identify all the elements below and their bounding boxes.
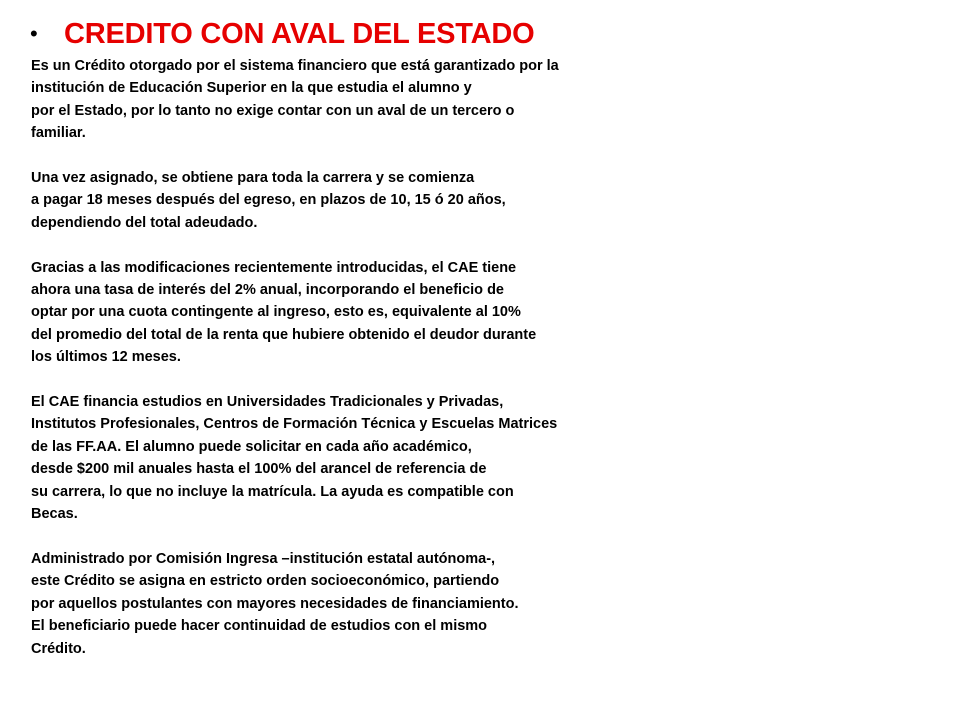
paragraph-repayment bbox=[31, 167, 931, 234]
text-line: familiar. bbox=[31, 125, 86, 142]
slide-body bbox=[31, 55, 931, 682]
text-line: de las FF.AA. El alumno puede solicitar en cada año académico, bbox=[31, 438, 472, 455]
text-line: optar por una cuota contingente al ingreso, esto es, equivalente al 10% bbox=[31, 304, 521, 321]
text-line: este Crédito se asigna en estricto orden socioeconómico, partiendo bbox=[31, 573, 500, 590]
text-line: Gracias a las modificaciones recientemente introducidas, el CAE tiene bbox=[31, 259, 517, 276]
title-row bbox=[30, 14, 534, 54]
text-line: a pagar 18 meses después del egreso, en plazos de 10, 15 ó 20 años, bbox=[31, 192, 506, 209]
text-line: Institutos Profesionales, Centros de Formación Técnica y Escuelas Matrices bbox=[31, 416, 558, 433]
text-line: Administrado por Comisión Ingresa –institución estatal autónoma-, bbox=[31, 550, 496, 567]
paragraph-coverage bbox=[31, 391, 931, 525]
text-line: Crédito. bbox=[31, 640, 86, 657]
text-line: su carrera, lo que no incluye la matrícula. La ayuda es compatible con bbox=[31, 483, 514, 500]
text-line: El CAE financia estudios en Universidades Tradicionales y Privadas, bbox=[31, 394, 504, 411]
bullet-icon bbox=[30, 23, 64, 45]
text-line: institución de Educación Superior en la que estudia el alumno y bbox=[31, 80, 472, 97]
paragraph-administration bbox=[31, 548, 931, 660]
text-line: del promedio del total de la renta que hubiere obtenido el deudor durante bbox=[31, 326, 537, 343]
text-line: ahora una tasa de interés del 2% anual, incorporando el beneficio de bbox=[31, 282, 504, 299]
text-line: por el Estado, por lo tanto no exige contar con un aval de un tercero o bbox=[31, 102, 515, 119]
text-line: desde $200 mil anuales hasta el 100% del arancel de referencia de bbox=[31, 461, 487, 478]
text-line: Becas. bbox=[31, 506, 78, 523]
paragraph-interest-rate bbox=[31, 257, 931, 369]
text-line: Es un Crédito otorgado por el sistema financiero que está garantizado por la bbox=[31, 58, 559, 74]
text-line: los últimos 12 meses. bbox=[31, 349, 181, 366]
text-line: Una vez asignado, se obtiene para toda la carrera y se comienza bbox=[31, 170, 475, 187]
slide-title: CREDITO CON AVAL DEL ESTADO bbox=[64, 17, 535, 50]
text-line: dependiendo del total adeudado. bbox=[31, 214, 258, 231]
paragraph-definition bbox=[31, 55, 931, 145]
text-line: El beneficiario puede hacer continuidad de estudios con el mismo bbox=[31, 618, 488, 635]
text-line: por aquellos postulantes con mayores necesidades de financiamiento. bbox=[31, 595, 519, 612]
